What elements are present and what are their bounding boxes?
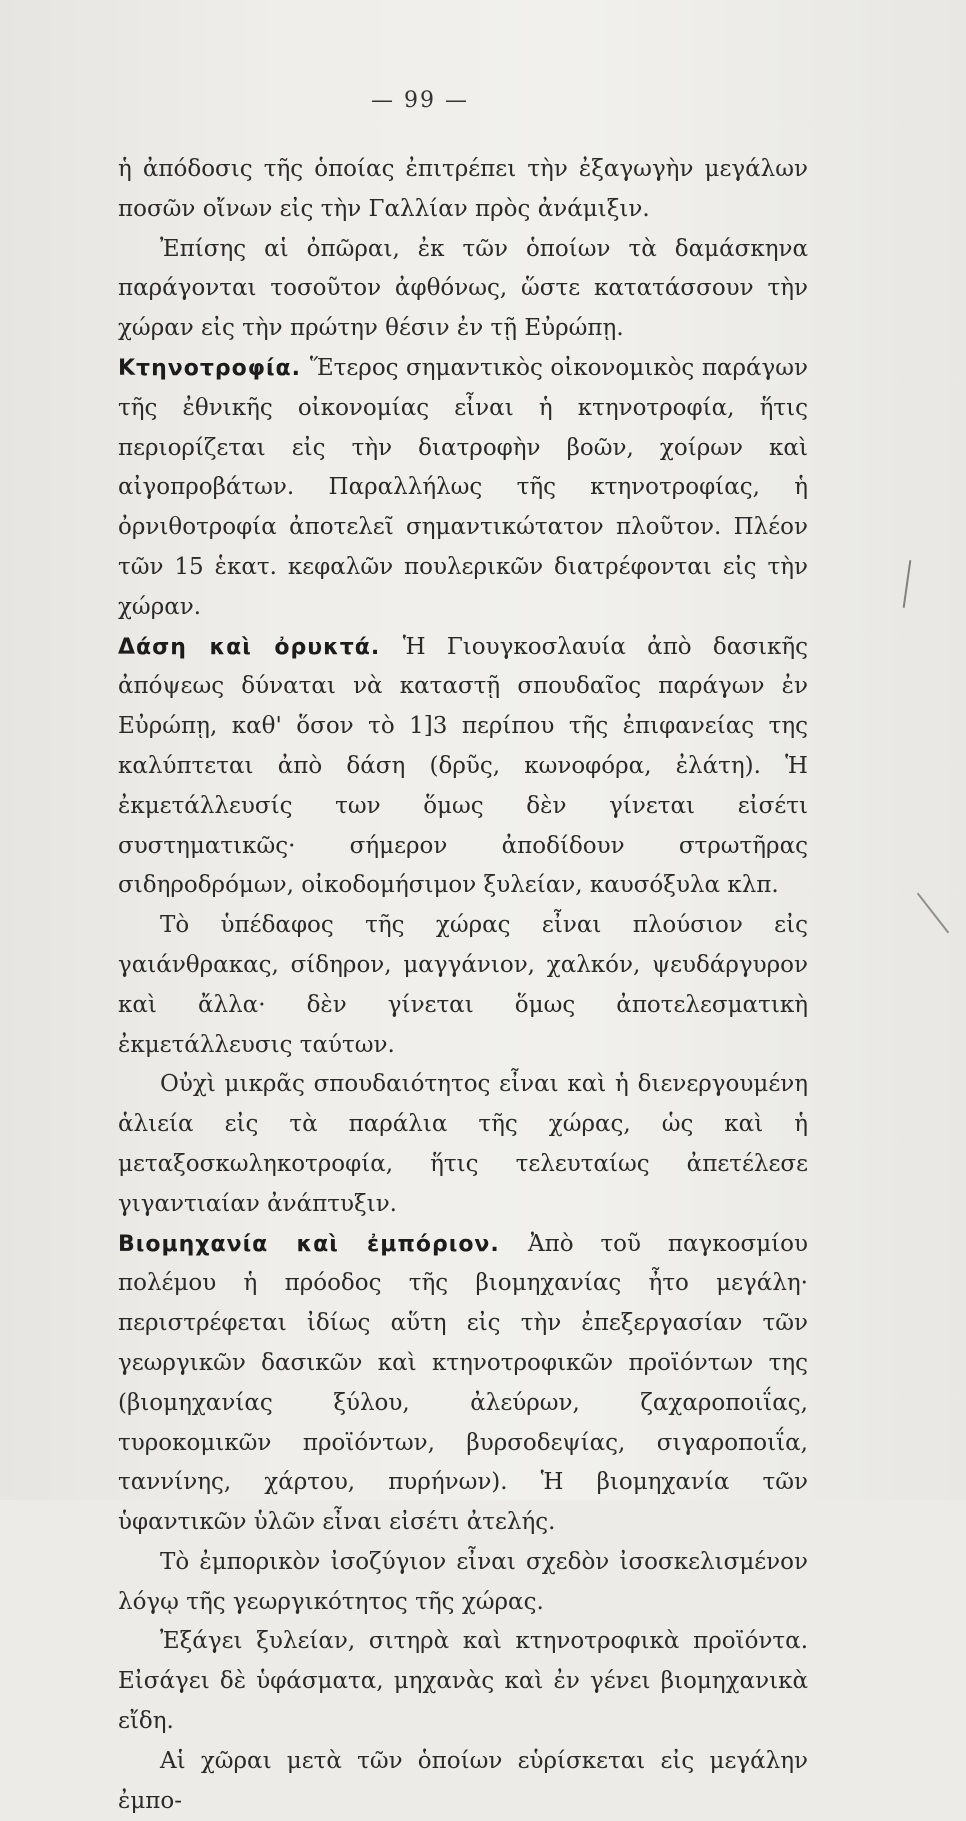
paragraph-text: Οὐχὶ μικρᾶς σπουδαιότητος εἶναι καὶ ἡ διενεργουμένη ἁλιεία εἰς τὰ παράλια τῆς χώρας, ὡς καὶ ἡ μεταξοσκωληκοτροφία, ἥτις τελευταίως ἀπετέλεσε γιγαντιαίαν ἀνάπτυξιν.	[118, 1071, 808, 1217]
page-number: — 99 —	[371, 88, 469, 113]
paragraph-text: Αἱ χῶραι μετὰ τῶν ὁποίων εὑρίσκεται εἰς μεγάλην ἐμπο-	[118, 1747, 808, 1814]
paragraph-text: Ἡ Γιουγκοσλαυία ἀπὸ δασικῆς ἀπόψεως δύναται νὰ καταστῇ σπουδαῖος παράγων ἐν Εὐρώπῃ, καθ' ὅσον τὸ 1]3 περίπου τῆς ἐπιφανείας της καλύπτεται ἀπὸ δάση (δρῦς, κωνοφόρα, ἐλάτη). Ἡ ἐκμετάλλευσίς των ὅμως δὲν γίνεται εἰσέτι συστηματικῶς· σήμερον ἀποδίδουν στρωτῆρας σιδηροδρόμων, οἰκοδομήσιμον ξυλείαν, καυσόξυλα κλπ.	[118, 633, 808, 899]
margin-pencil-mark	[903, 560, 912, 608]
section-heading-forests: Δάση καὶ ὀρυκτά.	[118, 634, 403, 660]
paragraph-trade-partners	[118, 1742, 808, 1821]
paragraph-subsoil	[118, 906, 808, 1065]
paragraph-fishing-silk	[118, 1065, 808, 1224]
paragraph-livestock	[118, 349, 808, 628]
paragraph-text: Ἐξάγει ξυλείαν, σιτηρὰ καὶ κτηνοτροφικὰ προϊόντα. Εἰσάγει δὲ ὑφάσματα, μηχανὰς καὶ ἐν γένει βιομηχανικὰ εἴδη.	[118, 1628, 808, 1735]
section-heading-industry: Βιομηχανία καὶ ἐμπόριον.	[118, 1231, 528, 1257]
paragraph-wine-exports	[118, 150, 808, 230]
paragraph-fruits	[118, 230, 808, 349]
body-text	[118, 150, 808, 1821]
paragraph-text: Ἀπὸ τοῦ παγκοσμίου πολέμου ἡ πρόοδος τῆς βιομηχανίας ἦτο μεγάλη· περιστρέφεται ἰδίως αὕτη εἰς τὴν ἐπεξεργασίαν τῶν γεωργικῶν δασικῶν καὶ κτηνοτροφικῶν προϊόντων της (βιομηχανίας ξύλου, ἀλεύρων, ζαχαροποιΐας, τυροκομικῶν προϊόντων, βυρσοδεψίας, σιγαροποιΐα, ταννίνης, χάρτου, πυρήνων). Ἡ βιομηχανία τῶν ὑφαντικῶν ὑλῶν εἶναι εἰσέτι ἀτελής.	[118, 1230, 808, 1536]
paragraph-trade-balance	[118, 1543, 808, 1623]
paragraph-text: Τὸ ὑπέδαφος τῆς χώρας εἶναι πλούσιον εἰς γαιάνθρακας, σίδηρον, μαγγάνιον, χαλκόν, ψευδάργυρον καὶ ἄλλα· δὲν γίνεται ὅμως ἀποτελεσματικὴ ἐκμετάλλευσις ταύτων.	[118, 912, 808, 1058]
paragraph-exports-imports	[118, 1622, 808, 1741]
paragraph-text: ἡ ἀπόδοσις τῆς ὁποίας ἐπιτρέπει τὴν ἐξαγωγὴν μεγάλων ποσῶν οἴνων εἰς τὴν Γαλλίαν πρὸς ἀνάμιξιν.	[118, 156, 808, 222]
margin-pencil-mark	[917, 893, 949, 934]
paragraph-text: Ἕτερος σημαντικὸς οἰκονομικὸς παράγων τῆς ἐθνικῆς οἰκονομίας εἶναι ἡ κτηνοτροφία, ἥτις περιορίζεται εἰς τὴν διατροφὴν βοῶν, χοίρων καὶ αἰγοπροβάτων. Παραλλήλως τῆς κτηνοτροφίας, ἡ ὀρνιθοτροφία ἀποτελεῖ σημαντικώτατον πλοῦτον. Πλέον τῶν 15 ἑκατ. κεφαλῶν πουλερικῶν διατρέφονται εἰς τὴν χώραν.	[118, 354, 808, 620]
paragraph-text: Τὸ ἐμπορικὸν ἰσοζύγιον εἶναι σχεδὸν ἰσοσκελισμένον λόγῳ τῆς γεωργικότητος τῆς χώρας.	[118, 1548, 808, 1615]
paragraph-forests-minerals	[118, 628, 808, 907]
section-heading-livestock: Κτηνοτροφία.	[118, 355, 310, 381]
paragraph-industry-trade	[118, 1225, 808, 1543]
paragraph-text: Ἐπίσης αἱ ὀπῶραι, ἐκ τῶν ὁποίων τὰ δαμάσκηνα παράγονται τοσοῦτον ἀφθόνως, ὥστε κατατάσσουν τὴν χώραν εἰς τὴν πρώτην θέσιν ἐν τῇ Εὐρώπῃ.	[118, 235, 808, 342]
